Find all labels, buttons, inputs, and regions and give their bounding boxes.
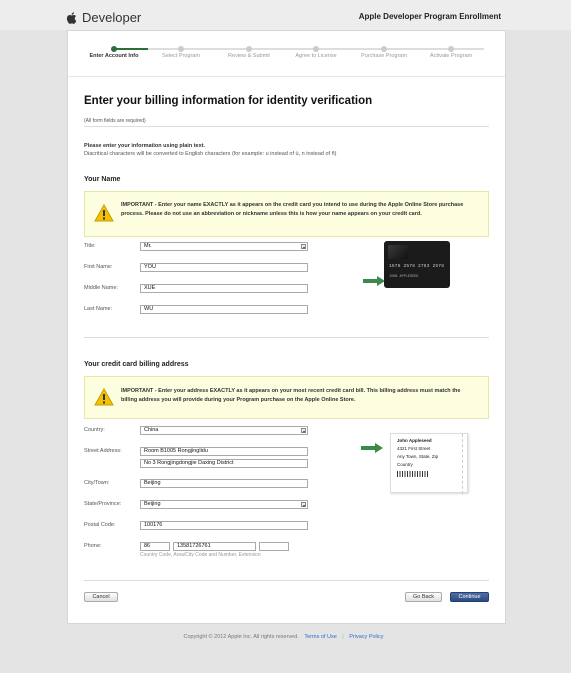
- phone-hint: Country Code, Area/City Code and Number, Extension: [140, 552, 261, 558]
- copyright-text: Copyright © 2012 Apple Inc. All rights reserved.: [183, 634, 299, 640]
- go-back-button[interactable]: Go Back: [405, 592, 442, 602]
- city-label: City/Town:: [84, 480, 110, 486]
- street-address-line1-field[interactable]: Room B1005 Rongjinglidu: [140, 447, 308, 456]
- name-warning-text: IMPORTANT - Enter your name EXACTLY as it appears on the credit card you intend to use during the Apple Online Store purchase process. Please do not use an abbreviation or nickname unless this is how your name appears on your credit card.: [121, 202, 464, 217]
- brand-name: Developer: [82, 10, 142, 25]
- terms-of-use-link[interactable]: Terms of Use: [304, 634, 337, 640]
- postal-code-field[interactable]: 100176: [140, 521, 308, 530]
- chevron-down-icon: [301, 428, 306, 433]
- sample-street: 4321 First Street: [397, 446, 431, 451]
- step-enter-account-info: Enter Account Info: [89, 53, 139, 59]
- title-select-value: Mr.: [144, 243, 152, 249]
- step-dot-1: [111, 46, 117, 52]
- top-bar: [0, 0, 571, 30]
- step-dot-6: [448, 46, 454, 52]
- step-dot-3: [246, 46, 252, 52]
- footer-separator: |: [342, 634, 344, 640]
- progress-steps: [68, 31, 505, 77]
- first-name-field[interactable]: YOU: [140, 263, 308, 272]
- postal-code-label: Postal Code:: [84, 522, 116, 528]
- state-select[interactable]: [140, 500, 308, 509]
- apple-logo-icon: [66, 12, 77, 24]
- divider: [84, 126, 489, 127]
- street-address-label: Street Address:: [84, 448, 122, 454]
- step-activate-program: Activate Program: [429, 53, 473, 59]
- title-select[interactable]: [140, 242, 308, 251]
- green-arrow-icon: [363, 276, 385, 286]
- page-title: Enter your billing information for identity verification: [84, 95, 373, 107]
- green-arrow-icon: [361, 443, 383, 453]
- name-warning-box: [84, 191, 489, 237]
- middle-name-field[interactable]: XUE: [140, 284, 308, 293]
- chevron-down-icon: [301, 244, 306, 249]
- phone-label: Phone:: [84, 543, 102, 549]
- footer: [0, 634, 571, 640]
- last-name-field[interactable]: WU: [140, 305, 308, 314]
- instruction-text: Diacritical characters will be converted to English characters (for example: u instead of ü, n instead of ñ): [84, 151, 337, 157]
- chevron-down-icon: [301, 502, 306, 507]
- country-select[interactable]: [140, 426, 308, 435]
- street-address-line2-field[interactable]: No 3 Rongjingdongjie Daxing District: [140, 459, 308, 468]
- step-select-program: Select Program: [162, 53, 200, 59]
- step-agree-license: Agree to License: [295, 53, 337, 59]
- section-title-your-name: Your Name: [84, 176, 121, 183]
- sample-country: Country: [397, 462, 413, 467]
- title-label: Title:: [84, 243, 96, 249]
- perforation: [462, 434, 467, 494]
- instruction-heading: Please enter your information using plain text.: [84, 143, 206, 149]
- step-connector-active: [114, 48, 148, 50]
- warning-icon: [94, 388, 114, 406]
- step-review-submit: Review & Submit: [228, 53, 270, 59]
- program-title: Apple Developer Program Enrollment: [358, 12, 501, 21]
- divider: [68, 76, 505, 77]
- phone-country-code-field[interactable]: 86: [140, 542, 170, 551]
- required-note: (All form fields are required): [84, 118, 146, 124]
- country-label: Country:: [84, 427, 105, 433]
- continue-button[interactable]: Continue: [450, 592, 489, 602]
- card-number: 1578 2578 2783 2578: [389, 264, 445, 269]
- sample-address-illustration: [390, 433, 468, 493]
- step-dot-2: [178, 46, 184, 52]
- country-select-value: China: [144, 427, 159, 433]
- state-label: State/Province:: [84, 501, 122, 507]
- sample-city: Any Town, State, Zip: [397, 454, 439, 459]
- step-purchase-program: Purchase Program: [361, 53, 407, 59]
- step-dot-5: [381, 46, 387, 52]
- apple-developer-logo[interactable]: [66, 10, 141, 25]
- privacy-policy-link[interactable]: Privacy Policy: [349, 634, 384, 640]
- sample-name: John Appleseed: [397, 438, 432, 443]
- state-select-value: Beijing: [144, 501, 161, 507]
- section-title-billing-address: Your credit card billing address: [84, 361, 189, 368]
- phone-extension-field[interactable]: [259, 542, 289, 551]
- divider: [84, 580, 489, 581]
- barcode: [397, 471, 429, 477]
- card-chip: [388, 245, 408, 259]
- credit-card-illustration: [384, 241, 450, 288]
- card-holder: JOHN APPLESEED: [389, 275, 419, 279]
- step-dot-4: [313, 46, 319, 52]
- divider: [84, 337, 489, 338]
- first-name-label: First Name:: [84, 264, 113, 270]
- phone-number-field[interactable]: 13581726761: [173, 542, 256, 551]
- city-field[interactable]: Beijing: [140, 479, 308, 488]
- cancel-button[interactable]: Cancel: [84, 592, 118, 602]
- warning-icon: [94, 204, 114, 222]
- address-warning-box: [84, 376, 489, 419]
- enrollment-panel: [67, 30, 506, 624]
- middle-name-label: Middle Name:: [84, 285, 118, 291]
- address-warning-text: IMPORTANT - Enter your address EXACTLY as it appears on your most recent credit card bill. This billing address must match the billing address you will provide during your Program purchase on the Apple Online Store.: [121, 388, 461, 403]
- last-name-label: Last Name:: [84, 306, 113, 312]
